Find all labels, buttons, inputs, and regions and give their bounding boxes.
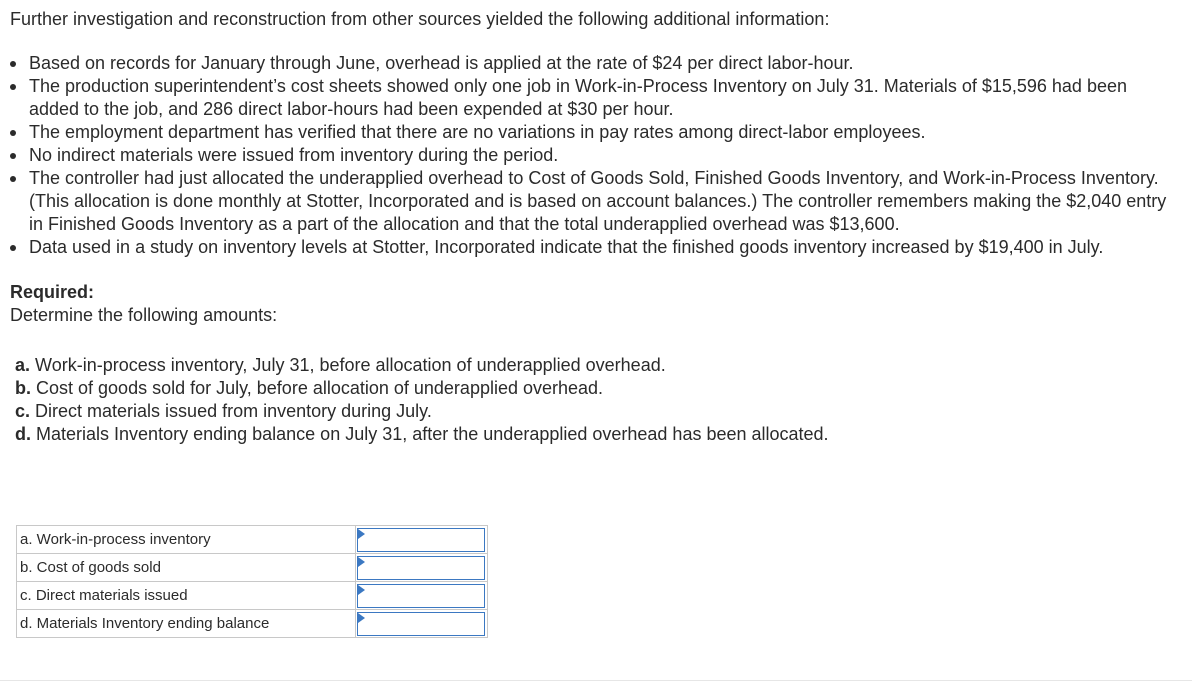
info-item: Data used in a study on inventory levels at Stotter, Incorporated indicate that the finished goods inventory increased by $19,400 in July. (10, 236, 1182, 259)
input-marker-icon (358, 529, 365, 539)
wip-inventory-input[interactable] (358, 529, 484, 551)
question-item: d. Materials Inventory ending balance on July 31, after the underapplied overhead has been allocated. (15, 424, 829, 444)
answer-row (17, 526, 488, 554)
info-item: The controller had just allocated the underapplied overhead to Cost of Goods Sold, Finished Goods Inventory, and Work-in-Process Inventory. (This allocation is done monthly at Stotter, Incorporated and is based on account balances.) The controller remembers making the $2,040 entry in Finished Goods Inventory as a part of the allocation and that the total underapplied overhead was $13,600. (10, 167, 1182, 236)
bullet-icon (10, 153, 16, 159)
bullet-icon (10, 176, 16, 182)
question-item: c. Direct materials issued from inventory during July. (15, 401, 432, 421)
info-item: The employment department has verified that there are no variations in pay rates among direct-labor employees. (10, 121, 1182, 144)
bullet-icon (10, 245, 16, 251)
input-marker-icon (358, 557, 365, 567)
bullet-icon (10, 84, 16, 90)
bottom-divider (0, 680, 1192, 681)
input-marker-icon (358, 613, 365, 623)
info-item: Based on records for January through June, overhead is applied at the rate of $24 per direct labor-hour. (10, 52, 1182, 75)
question-item: b. Cost of goods sold for July, before allocation of underapplied overhead. (15, 378, 604, 398)
direct-materials-input[interactable] (358, 585, 484, 607)
answer-row (17, 582, 488, 610)
answer-label-materials: d. Materials Inventory ending balance (17, 610, 356, 638)
bullet-icon (10, 130, 16, 136)
required-instruction: Determine the following amounts: (10, 305, 278, 325)
answer-label-wip: a. Work-in-process inventory (17, 526, 356, 554)
question-item: a. Work-in-process inventory, July 31, before allocation of underapplied overhead. (15, 355, 666, 375)
bullet-icon (10, 61, 16, 67)
cogs-input[interactable] (358, 557, 484, 579)
info-list (10, 52, 1182, 259)
answer-label-cogs: b. Cost of goods sold (17, 554, 356, 582)
info-item: No indirect materials were issued from inventory during the period. (10, 144, 1182, 167)
answer-row (17, 610, 488, 638)
materials-inventory-input[interactable] (358, 613, 484, 635)
input-marker-icon (358, 585, 365, 595)
info-item: The production superintendent’s cost sheets showed only one job in Work-in-Process Inventory on July 31. Materials of $15,596 had been added to the job, and 286 direct labor-hours had been expended at $30 per hour. (10, 75, 1182, 121)
answer-table (16, 525, 488, 638)
intro-text: Further investigation and reconstruction from other sources yielded the following additional information: (10, 9, 830, 29)
required-heading: Required: (10, 282, 95, 302)
answer-label-dm: c. Direct materials issued (17, 582, 356, 610)
answer-row (17, 554, 488, 582)
question-list (15, 354, 1182, 446)
